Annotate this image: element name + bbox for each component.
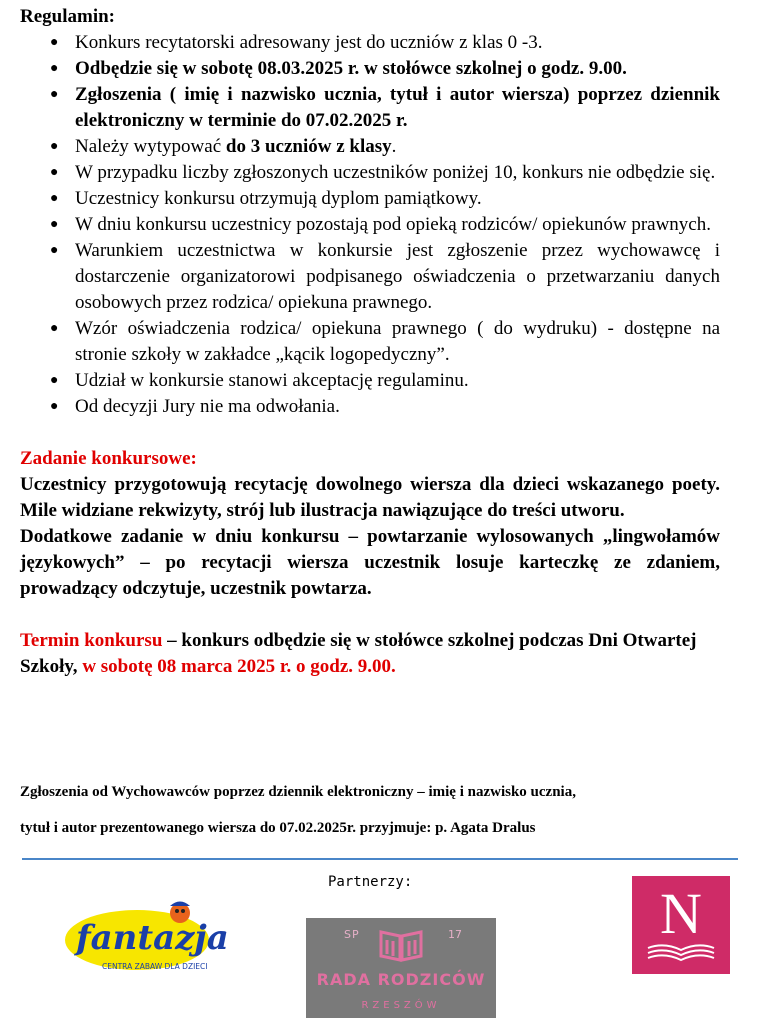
list-item: ● Konkurs recytatorski adresowany jest do uczniów z klas 0 -3. [20, 30, 720, 56]
zgloszenia-line-1: Zgłoszenia od Wychowawców poprzez dziennik elektroniczny – imię i nazwisko ucznia, [20, 784, 576, 800]
bullet-icon: ● [50, 243, 59, 258]
termin-text: – konkurs odbędzie się w stołówce szkolnej podczas Dni Otwartej Szkoły, [20, 630, 697, 677]
rada-sp: SP [344, 928, 360, 941]
divider [22, 858, 738, 860]
fantazja-logo-tagline: CENTRA ZABAW DLA DZIECI [102, 962, 208, 971]
bullet-icon: ● [50, 321, 59, 336]
bullet-icon: ● [50, 139, 59, 154]
list-item: ● Uczestnicy konkursu otrzymują dyplom pamiątkowy. [20, 186, 720, 212]
n-logo-letter: N [660, 881, 702, 946]
termin-date: w sobotę 08 marca 2025 r. o godz. 9.00. [82, 656, 396, 677]
list-item: ● Udział w konkursie stanowi akceptację regulaminu. [20, 368, 720, 394]
bullet-icon: ● [50, 191, 59, 206]
rada-number: 17 [448, 928, 462, 941]
termin-paragraph [20, 628, 720, 680]
rada-rodzicow-logo [306, 918, 496, 1018]
termin-label: Termin konkursu [20, 630, 163, 651]
fantazja-logo-name: fantazja [76, 918, 229, 958]
list-item: ● W dniu konkursu uczestnicy pozostają pod opieką rodziców/ opiekunów prawnych. [20, 212, 720, 238]
bullet-icon: ● [50, 35, 59, 50]
bullet-icon: ● [50, 87, 59, 102]
list-item: ● Odbędzie się w sobotę 08.03.2025 r. w stołówce szkolnej o godz. 9.00. [20, 56, 720, 82]
bullet-icon: ● [50, 61, 59, 76]
zadanie-title: Zadanie konkursowe: [20, 448, 197, 469]
partners-label: Partnerzy: [328, 874, 413, 890]
bullet-icon: ● [50, 373, 59, 388]
list-item: ● Zgłoszenia ( imię i nazwisko ucznia, tytuł i autor wiersza) poprzez dziennik elektroniczny w terminie do 07.02.2025 r. [50, 84, 720, 131]
zadanie-paragraph-1: Uczestnicy przygotowują recytację dowolnego wiersza dla dzieci wskazanego poety. Mile widziane rekwizyty, strój lub ilustracja nawiązujące do treści utworu. [20, 474, 720, 521]
zgloszenia-note [20, 774, 740, 846]
zgloszenia-line-2: tytuł i autor prezentowanego wiersza do 07.02.2025r. przyjmuje: p. Agata Dralus [20, 820, 536, 836]
open-book-icon [646, 938, 716, 968]
bullet-icon: ● [50, 217, 59, 232]
book-icon [378, 926, 424, 964]
list-item: ● Od decyzji Jury nie ma odwołania. [20, 394, 720, 420]
fantazja-logo [62, 895, 229, 980]
document-body [20, 0, 720, 680]
rada-city: RZESZÓW [361, 1000, 441, 1011]
regulamin-title: Regulamin: [20, 6, 115, 27]
list-item: ● W przypadku liczby zgłoszonych uczestników poniżej 10, konkurs nie odbędzie się. [20, 160, 720, 186]
bullet-icon: ● [50, 399, 59, 414]
list-item: ● Należy wytypować do 3 uczniów z klasy. [20, 134, 720, 160]
regulamin-list [20, 30, 720, 420]
bullet-icon: ● [50, 165, 59, 180]
rada-name: RADA RODZICÓW [316, 970, 486, 989]
list-item: ● Warunkiem uczestnictwa w konkursie jest zgłoszenie przez wychowawcę i dostarczenie organizatorowi podpisanego oświadczenia o przetwarzaniu danych osobowych przez rodzica/ opiekuna prawnego. [50, 240, 720, 313]
n-logo [632, 876, 730, 974]
zadanie-paragraph-2: Dodatkowe zadanie w dniu konkursu – powtarzanie wylosowanych „lingwołamów językowych” – po recytacji wiersza uczestnik losuje karteczkę ze zdaniem, prowadzący odczytuje, uczestnik powtarza. [20, 526, 720, 599]
list-item: ● Wzór oświadczenia rodzica/ opiekuna prawnego ( do wydruku) - dostępne na stronie szkoły w zakładce „kącik logopedyczny”. [50, 318, 720, 365]
